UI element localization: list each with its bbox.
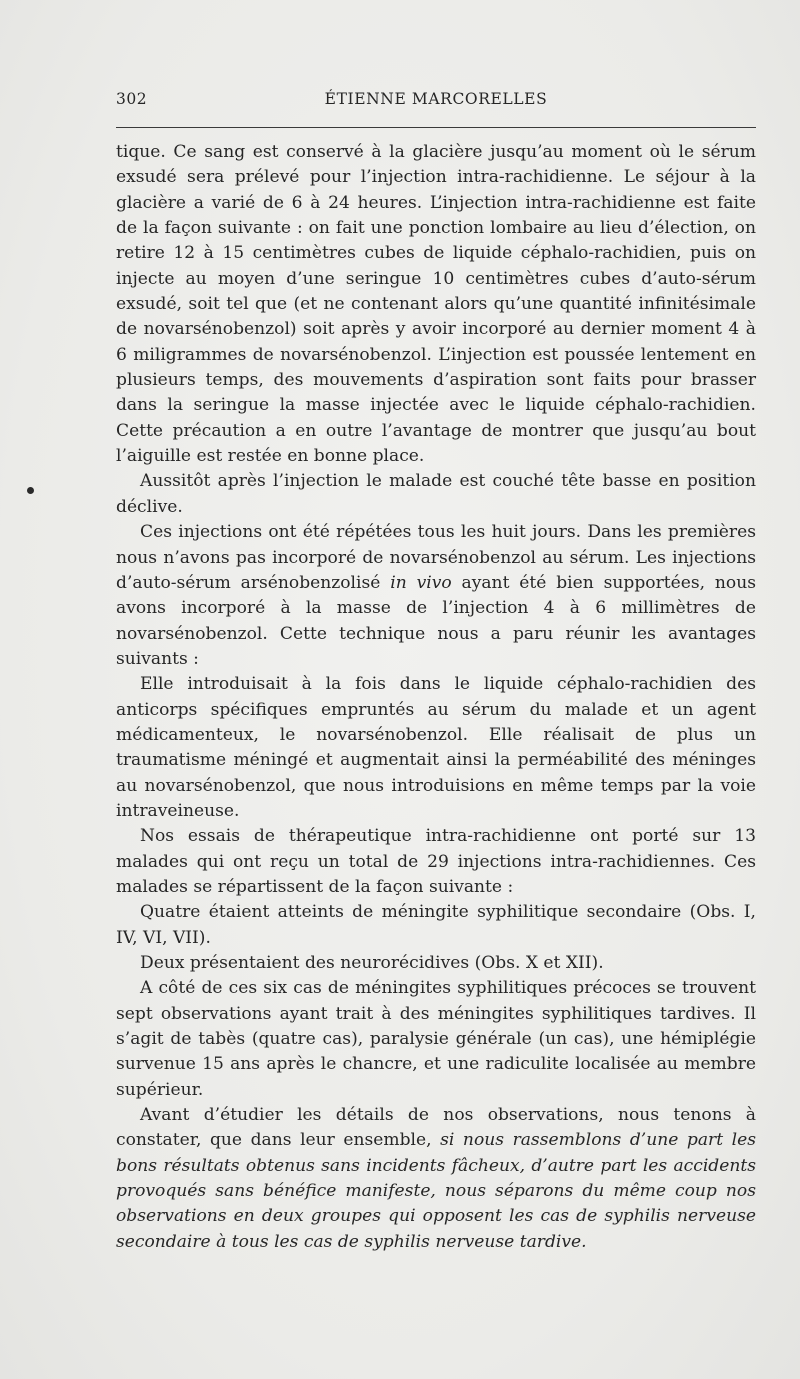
header-rule: [116, 127, 756, 128]
paragraph-3: [116, 520, 756, 672]
paragraph-8: A côté de ces six cas de méningites syphilitiques précoces se trouvent sept observations ayant trait à des méningites syphilitiques tardives. Il s’agit de tabès (quatre cas), paralysie générale (un cas), une hémiplégie survenue 15 ans après le chancre, et une radiculite localisée au membre supérieur.: [116, 978, 756, 1100]
paragraph-9-text: Avant d’étudier les détails de nos observations, nous tenons à constater, que dans leur ensemble,: [116, 1105, 756, 1151]
body-text: [116, 140, 756, 1255]
paragraph-5: Nos essais de thérapeutique intra-rachidienne ont porté sur 13 malades qui ont reçu un total de 29 injections intra-rachidiennes. Ces malades se répartissent de la façon suivante :: [116, 826, 756, 897]
page-header: [116, 90, 756, 114]
paragraph-3-text: Ces injections ont été répétées tous les huit jours. Dans les premières nous n’avons pas incorporé de novarsénobenzol au sérum. Les injections d’auto-sérum arsénobenzolisé: [116, 522, 756, 593]
page-number: 302: [116, 90, 148, 108]
in-vivo-italic: in vivo: [390, 572, 452, 593]
paragraph-7: Deux présentaient des neurorécidives (Obs. X et XII).: [140, 953, 604, 973]
margin-mark: [27, 487, 34, 494]
running-head: ÉTIENNE MARCORELLES: [324, 90, 548, 108]
paragraph-2: Aussitôt après l’injection le malade est couché tête basse en position déclive.: [116, 471, 756, 517]
closing-italic: si nous rassemblons d’une part les bons résultats obtenus sans incidents fâcheux, d’autre part les accidents provoqués sans bénéfice manifeste, nous séparons du même coup nos observations en deux groupes qui opposent les cas de syphilis nerveuse secondaire à tous les cas de syphilis nerveuse tardive.: [116, 1130, 756, 1252]
paragraph-6: Quatre étaient atteints de méningite syphilitique secondaire (Obs. I, IV, VI, VII).: [116, 902, 756, 948]
paragraph-1: tique. Ce sang est conservé à la glacière jusqu’au moment où le sérum exsudé sera prélevé pour l’injection intra-rachidienne. Le séjour à la glacière a varié de 6 à 24 heures. L’injection intra-rachidienne est faite de la façon suivante : on fait une ponction lombaire au lieu d’élection, on retire 12 à 15 centimètres cubes de liquide céphalo-rachidien, puis on injecte au moyen d’une seringue 10 centimètres cubes d’auto-sérum exsudé, soit tel que (et ne contenant alors qu’une quantité infinitésimale de novarsénobenzol) soit après y avoir incorporé au dernier moment 4 à 6 miligrammes de novarsénobenzol. L’injection est poussée lentement en plusieurs temps, des mouvements d’aspiration sont faits pour brasser dans la seringue la masse injectée avec le liquide céphalo-rachidien. Cette précaution a en outre l’avantage de montrer que jusqu’au bout l’aiguille est restée en bonne place.: [116, 142, 756, 467]
paragraph-3-continued: ayant été bien supportées, nous avons incorporé à la masse de l’injection 4 à 6 millimètres de novarsénobenzol. Cette technique nous a paru réunir les avantages suivants :: [116, 572, 757, 669]
paragraph-9: [116, 1103, 756, 1255]
paragraph-4: Elle introduisait à la fois dans le liquide céphalo-rachidien des anticorps spécifiques empruntés au sérum du malade et un agent médicamenteux, le novarsénobenzol. Elle réalisait de plus un traumatisme méningé et augmentait ainsi la perméabilité des méninges au novarsénobenzol, que nous introduisions en même temps par la voie intraveineuse.: [116, 674, 756, 821]
